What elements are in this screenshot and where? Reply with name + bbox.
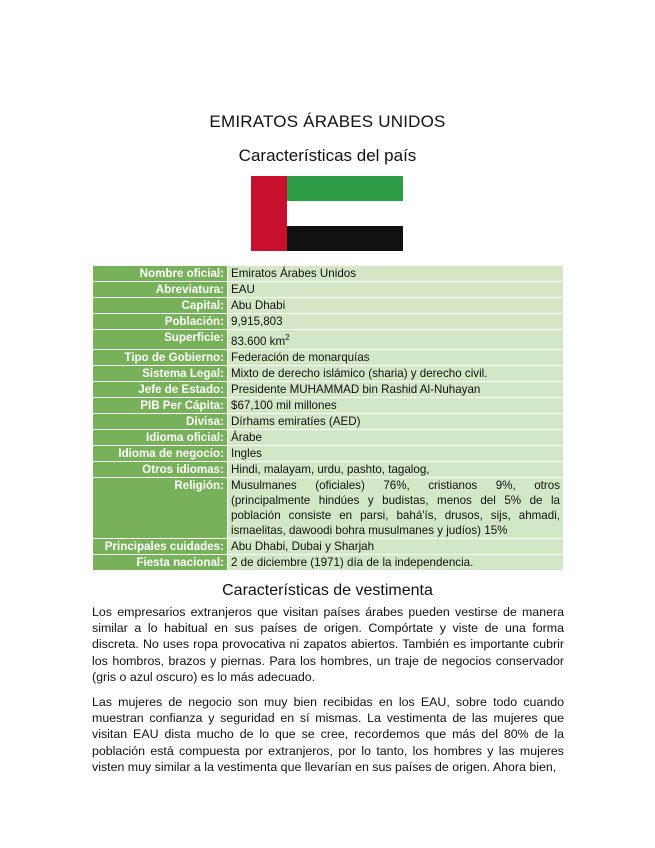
info-label: Población: bbox=[93, 314, 228, 330]
info-row bbox=[93, 266, 564, 282]
info-value-text: Presidente MUHAMMAD bin Rashid Al-Nuhayan bbox=[231, 382, 481, 396]
info-value-text: Hindi, malayam, urdu, pashto, tagalog, bbox=[231, 462, 430, 476]
info-value-text: Emiratos Árabes Unidos bbox=[231, 267, 357, 280]
info-row bbox=[93, 477, 564, 538]
info-row bbox=[93, 554, 564, 570]
uae-flag-image bbox=[251, 176, 403, 251]
info-row bbox=[93, 349, 564, 365]
info-value bbox=[228, 413, 564, 429]
info-label: Fiesta nacional: bbox=[93, 554, 228, 570]
info-value bbox=[228, 554, 564, 570]
info-row bbox=[93, 330, 564, 350]
flag-white-stripe bbox=[287, 201, 403, 226]
info-label: Sistema Legal: bbox=[93, 365, 228, 381]
paragraph-2: Las mujeres de negocio son muy bien recibidas en los EAU, sobre todo cuando muestran confianza y seguridad en sí mismas. La vestimenta de las mujeres que visitan EAU dista mucho de lo que se cree, recordemos que más del 80% de la población está compuesta por extranjeros, por lo tanto, los hombres y las mujeres visten muy similar a la vestimenta que llevarían en sus países de origen. Ahora bien, bbox=[92, 695, 564, 774]
info-row bbox=[93, 397, 564, 413]
info-value bbox=[228, 381, 564, 397]
info-label: Divisa: bbox=[93, 413, 228, 429]
info-value bbox=[228, 397, 564, 413]
info-value-text: Ingles bbox=[231, 446, 262, 460]
info-label: Otros idiomas: bbox=[93, 461, 228, 477]
info-row bbox=[93, 445, 564, 461]
info-value-text: Abu Dhabi, Dubai y Sharjah bbox=[231, 539, 375, 553]
info-value bbox=[228, 266, 564, 282]
info-label: PIB Per Cápita: bbox=[93, 397, 228, 413]
info-value-text: Árabe bbox=[231, 430, 262, 444]
info-value-text: 2 de diciembre (1971) día de la independencia. bbox=[231, 555, 474, 569]
info-row bbox=[93, 538, 564, 554]
document-title: EMIRATOS ÁRABES UNIDOS bbox=[209, 112, 446, 131]
info-row bbox=[93, 298, 564, 314]
info-label: Nombre oficial: bbox=[93, 266, 228, 282]
info-value-text: 83.600 km bbox=[231, 334, 286, 348]
info-label: Superficie: bbox=[93, 330, 228, 350]
section-title: Características de vestimenta bbox=[222, 582, 433, 599]
info-label: Idioma de negocio: bbox=[93, 445, 228, 461]
info-value-text: 9,915,803 bbox=[231, 315, 283, 328]
document-subtitle: Características del país bbox=[238, 146, 417, 165]
info-label: Abreviatura: bbox=[93, 282, 228, 298]
info-value bbox=[228, 314, 564, 330]
info-value bbox=[228, 349, 564, 365]
info-value-text: $67,100 mil millones bbox=[231, 398, 337, 412]
info-row bbox=[93, 381, 564, 397]
info-label: Idioma oficial: bbox=[93, 429, 228, 445]
info-value bbox=[228, 298, 564, 314]
info-row bbox=[93, 413, 564, 429]
info-value bbox=[228, 429, 564, 445]
info-value bbox=[228, 461, 564, 477]
info-label: Capital: bbox=[93, 298, 228, 314]
info-label: Tipo de Gobierno: bbox=[93, 349, 228, 365]
info-value-text: Abu Dhabi bbox=[231, 299, 286, 312]
info-value bbox=[228, 538, 564, 554]
info-label: Jefe de Estado: bbox=[93, 381, 228, 397]
flag-stripes bbox=[287, 176, 403, 251]
info-value-superscript: 2 bbox=[285, 333, 290, 342]
info-row bbox=[93, 314, 564, 330]
info-value bbox=[228, 445, 564, 461]
flag-green-stripe bbox=[287, 176, 403, 201]
info-row bbox=[93, 365, 564, 381]
info-label: Religión: bbox=[93, 477, 228, 538]
info-value-text: Dírhams emiratíes (AED) bbox=[231, 414, 361, 428]
info-row bbox=[93, 429, 564, 445]
country-info-table bbox=[92, 265, 564, 571]
info-row bbox=[93, 461, 564, 477]
paragraph-1: Los empresarios extranjeros que visitan países árabes pueden vestirse de manera similar a lo habitual en sus países de origen. Compórtate y viste de una forma discreta. No uses ropa provocativa ni zapatos abiertos. También es importante cubrir los hombros, brazos y piernas. Para los hombres, un traje de negocios conservador (gris o azul oscuro) es lo más adecuado. bbox=[92, 605, 564, 684]
info-value-text: Federación de monarquías bbox=[231, 350, 370, 364]
info-value bbox=[228, 330, 564, 350]
info-value-text: Musulmanes (oficiales) 76%, cristianos 9%, otros (principalmente hindúes y budistas, menos del 5% de la población consiste en parsi, bahá'ís, drusos, sijs, ahmadi, ismaelitas, dawoodi bohra musulmanes y judíos) 15% bbox=[231, 478, 560, 537]
flag-black-stripe bbox=[287, 226, 403, 251]
info-value bbox=[228, 477, 564, 538]
info-value bbox=[228, 282, 564, 298]
flag-red-band bbox=[251, 176, 287, 251]
info-value-text: Mixto de derecho islámico (sharia) y derecho civil. bbox=[231, 366, 488, 380]
info-label: Principales cuidades: bbox=[93, 538, 228, 554]
info-row bbox=[93, 282, 564, 298]
info-value bbox=[228, 365, 564, 381]
info-value-text: EAU bbox=[231, 283, 255, 296]
